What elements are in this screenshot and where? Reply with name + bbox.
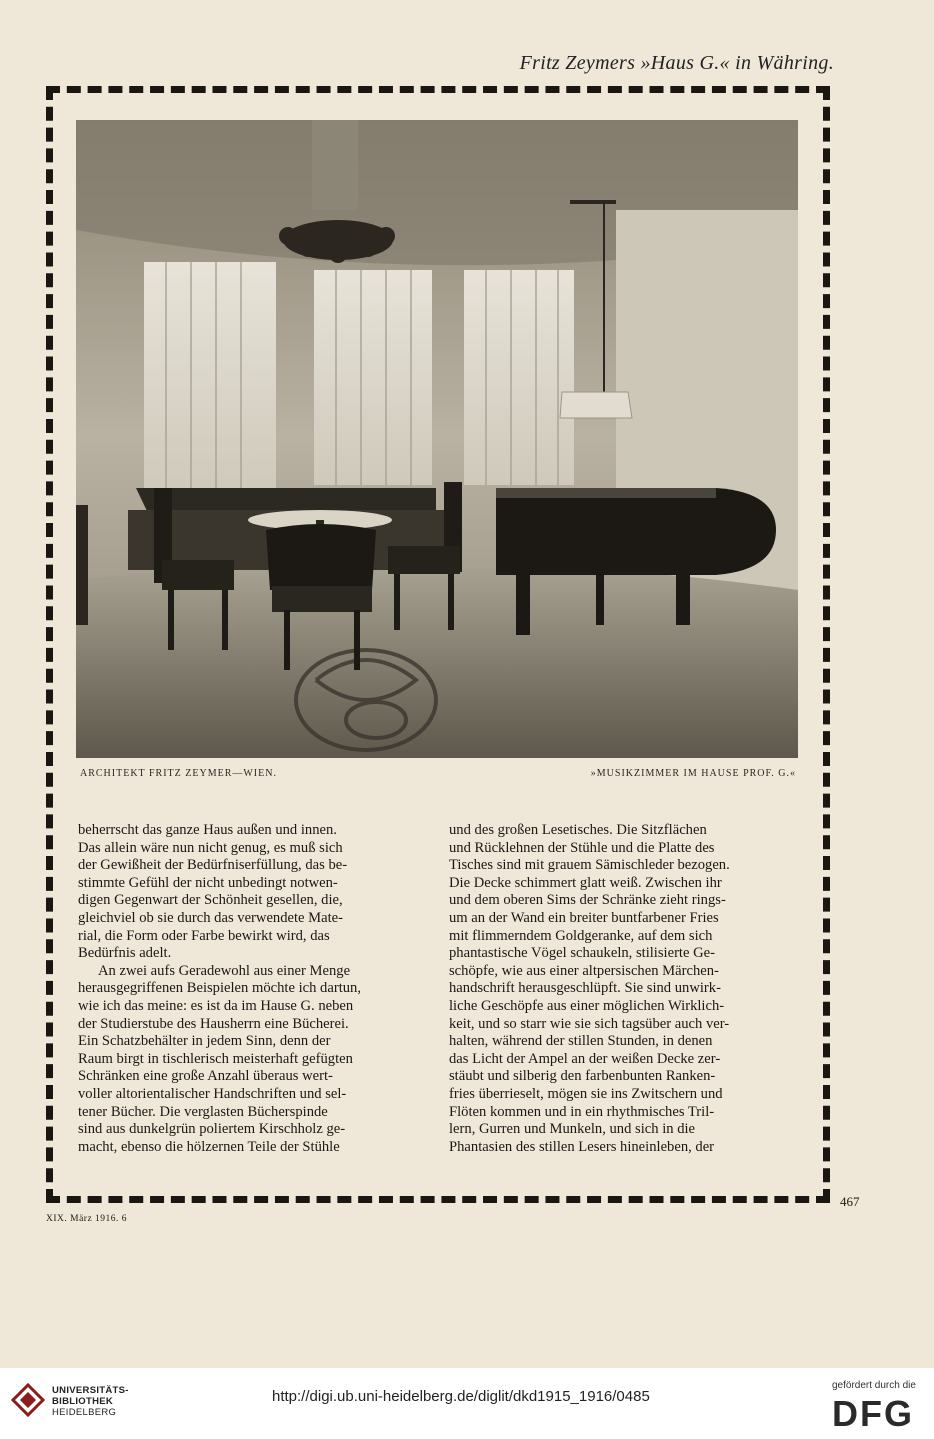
university-library-logo-icon [10, 1382, 46, 1418]
figure-caption-architect: ARCHITEKT FRITZ ZEYMER—WIEN. [80, 768, 277, 779]
figure-caption-title: »MUSIKZIMMER IM HAUSE PROF. G.« [590, 768, 796, 779]
issue-line: XIX. März 1916. 6 [46, 1214, 128, 1224]
text-column-left [78, 822, 430, 1156]
photo-illustration [76, 120, 798, 758]
paragraph: An zwei aufs Geradewohl aus einer Menge herausgegriffenen Beispielen möchte ich dartun, wie ich das meine: es ist da im Hause G. neben der Studierstube des Hausherrn eine Bücherei. Ein Schatzbehälter in jedem Sinn, denn der Raum birgt in tischlerisch meisterhaft gefügten Schränken eine große Anzahl überaus wert- voller altorientalischer Handschriften und sel- tener Bücher. Die verglasten Bücherspinde sind aus dunkelgrün poliertem Kirschholz ge- macht, ebenso die hölzernen Teile der Stühle [78, 962, 361, 1155]
text-column-right [449, 822, 799, 1156]
permalink-url[interactable]: http://digi.ub.uni-heidelberg.de/diglit/dkd1915_1916/0485 [272, 1388, 650, 1405]
page-number: 467 [840, 1194, 860, 1209]
digitization-footer [0, 1368, 934, 1439]
dfg-logo: DFG [832, 1393, 914, 1434]
paragraph: und des großen Lesetisches. Die Sitzflächen und Rücklehnen der Stühle und die Platte des Tisches sind mit grauem Sämischleder bezogen. Die Decke schimmert glatt weiß. Zwischen ihr und dem oberen Sims der Schränke zieht rings- um an der Wand ein breiter buntfarbener Fries mit flimmerndem Goldgeranke, auf dem sich phantastische Vögel schaukeln, stilisierte Ge- schöpfe, wie aus einer altpersischen Märchen- handschrift herausgeschlüpft. Sie sind unwirk- liche Geschöpfe aus einer möglichen Wirklich- keit, und so starr wie sie sich tagsüber auch ver- halten, während der stillen Stunden, in denen das Licht der Ampel an der weißen Decke zer- stäubt und silberig den farbenbunten Ranken- fries überrieselt, mögen sie ins Zwitschern und Flöten kommen und in ein rhythmisches Tril- lern, Gurren und Munkeln, und sich in die Phantasien des stillen Lesers hineinleben, der [449, 822, 730, 1155]
running-head: Fritz Zeymers »Haus G.« in Währing. [519, 52, 834, 74]
music-room-photograph [76, 120, 798, 758]
funding-label: gefördert durch die [832, 1380, 916, 1391]
library-name: UNIVERSITÄTS- BIBLIOTHEK HEIDELBERG [52, 1385, 129, 1418]
paragraph: beherrscht das ganze Haus außen und innen. Das allein wäre nun nicht genug, es muß sich der Gewißheit der Bedürfniserfüllung, das be- stimmte Gefühl der nicht unbedingt notwen- digen Gegenwart der Schönheit gesellen, die, gleichviel ob sie durch das verwendete Mate- rial, die Form oder Farbe bewirkt wird, das Bedürfnis adelt. [78, 822, 348, 962]
